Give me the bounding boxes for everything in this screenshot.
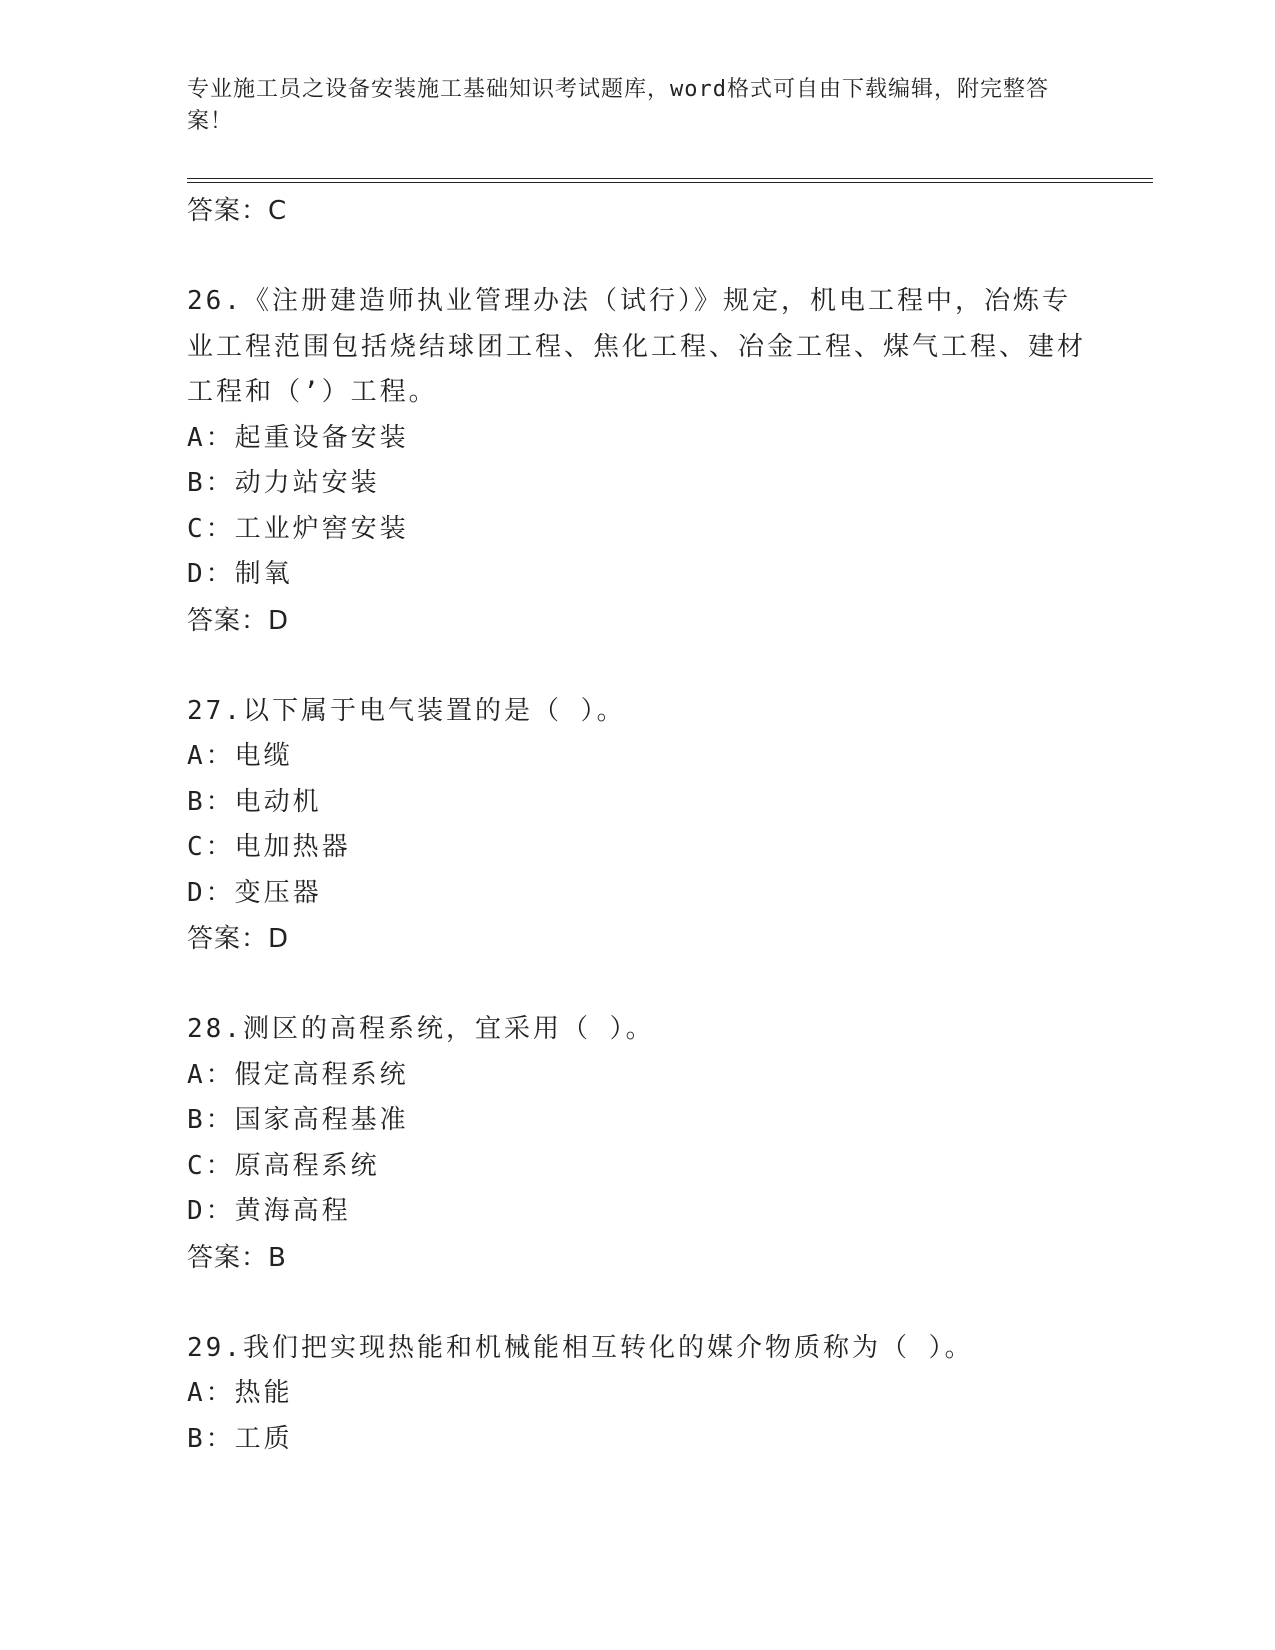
question-27 [187,689,1087,963]
previous-answer: 答案：C [187,196,288,226]
option-c: C：电加热器 [187,832,351,862]
question-29 [187,1326,1087,1463]
spacer [187,1281,1087,1326]
question-26 [187,279,1087,644]
option-b: B：动力站安装 [187,468,380,498]
answer: 答案：B [187,1242,287,1273]
option-b: B：国家高程基准 [187,1105,409,1135]
question-text: 28.测区的高程系统，宜采用（ ）。 [187,1014,655,1044]
option-a: A：电缆 [187,741,293,771]
option-a: A：起重设备安装 [187,422,409,453]
question-28 [187,1007,1087,1281]
option-b: B：工质 [187,1423,293,1454]
option-d: D：黄海高程 [187,1196,351,1226]
answer: 答案：D [187,605,290,636]
header-rule-top [187,178,1153,179]
option-d: D：变压器 [187,877,322,908]
answer: 答案：D [187,924,290,954]
question-text: 27.以下属于电气装置的是（ ）。 [187,695,626,726]
spacer [187,962,1087,1007]
question-text: 26.《注册建造师执业管理办法（试行）》规定，机电工程中，冶炼专业工程范围包括烧结球团工程、焦化工程、冶金工程、煤气工程、建材工程和（’）工程。 [187,286,1087,407]
option-d: D：制氧 [187,559,293,589]
spacer [187,644,1087,689]
header-rule-bottom [187,182,1153,183]
spacer [187,234,1087,279]
document-header [187,74,1087,138]
option-a: A：热能 [187,1378,293,1408]
option-a: A：假定高程系统 [187,1059,409,1090]
option-c: C：原高程系统 [187,1150,380,1181]
option-c: C：工业炉窖安装 [187,513,409,544]
document-body [187,188,1087,1462]
option-b: B：电动机 [187,786,322,817]
header-text: 专业施工员之设备安装施工基础知识考试题库，word格式可自由下载编辑，附完整答案！ [187,77,1049,134]
question-text: 29.我们把实现热能和机械能相互转化的媒介物质称为（ ）。 [187,1332,974,1363]
